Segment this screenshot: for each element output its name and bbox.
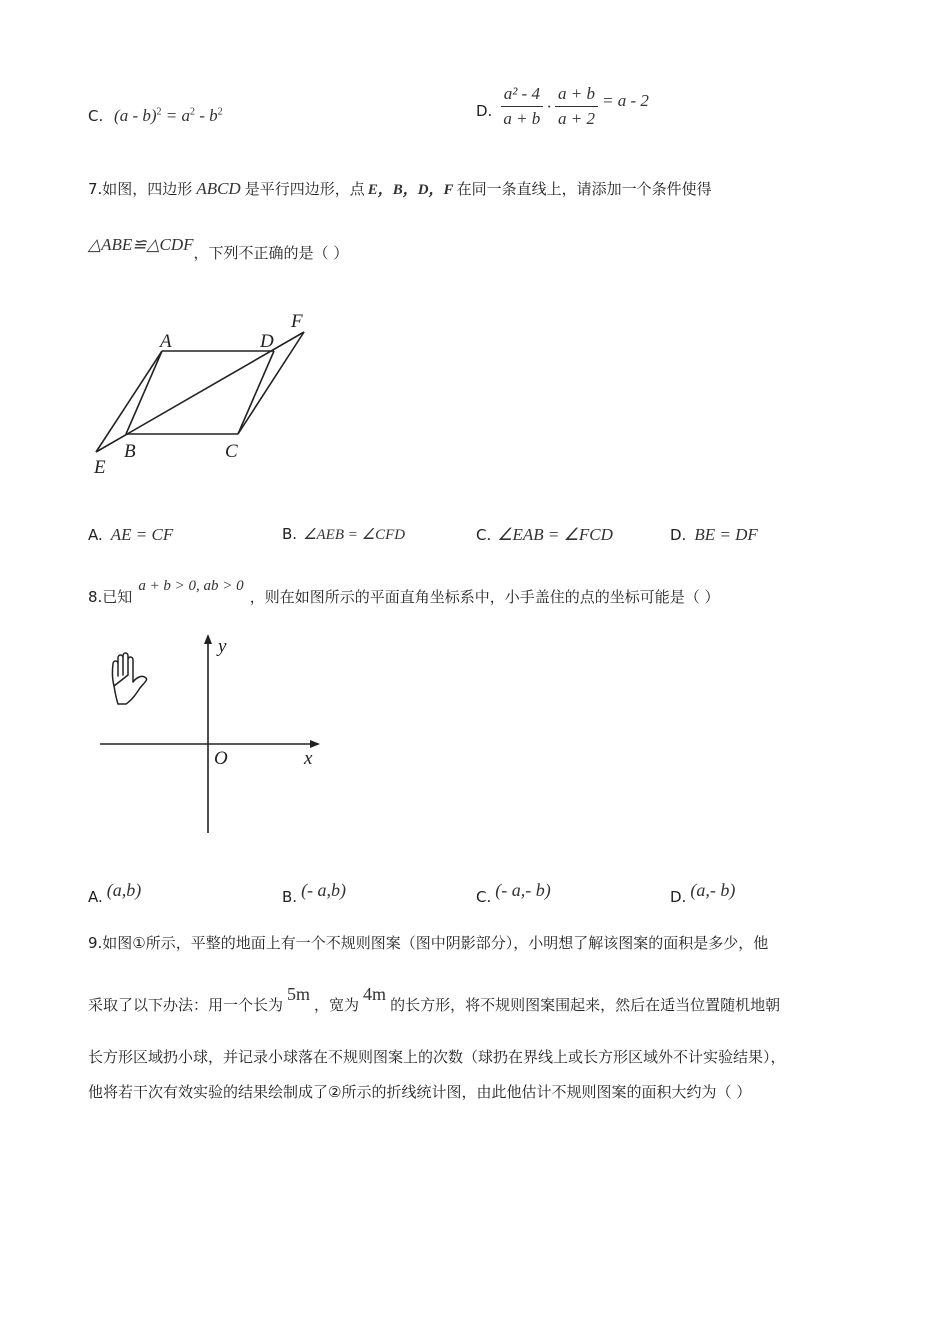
q6-option-d-fraction-2: $\frac{a + b}{a + 2}$ <box>555 84 598 129</box>
hand-icon <box>112 653 146 704</box>
y-axis-arrow <box>204 634 212 644</box>
q9-length: 5m <box>287 984 311 1004</box>
q6-option-d-label: D. <box>476 101 493 120</box>
q9-stem-line2: 采取了以下办法：用一个长为5m，宽为4m的长方形，将不规则图案围起来，然后在适当位置随机地朝 <box>88 984 781 1014</box>
q7-option-a: A. AE = CF <box>88 525 174 544</box>
q7-option-c: C. ∠EAB = ∠FCD <box>476 525 613 544</box>
q6-option-d-fraction-1: $\frac{\text{a² - 4}}{a + b}$ <box>500 84 543 129</box>
q7-option-d: D. BE = DF <box>670 525 758 544</box>
q7-stem-line2: △ABE≌△CDF，下列不正确的是（ ） <box>88 235 349 262</box>
q9-width: 4m <box>363 984 387 1004</box>
q8-stem: 8.已知a + b > 0, ab > 0，则在如图所示的平面直角坐标系中，小手盖住的点的坐标可能是（ ） <box>88 578 720 606</box>
q8-option-b: B. (- a,b) <box>282 880 347 906</box>
q9-stem-line3: 长方形区域扔小球，并记录小球落在不规则图案上的次数（球扔在界线上或长方形区域外不计实验结果）， <box>88 1048 786 1066</box>
origin-label: O <box>214 748 228 769</box>
label-b: B <box>124 441 136 462</box>
segment-ae <box>96 351 162 452</box>
q6-option-c-label: C. <box>88 107 104 125</box>
q6-option-c <box>88 106 223 126</box>
q7-option-b: B. ∠AEB = ∠CFD <box>282 525 406 543</box>
q8-option-c: C. (- a,- b) <box>476 880 551 906</box>
q6-option-d-rhs: = a - 2 <box>601 90 649 110</box>
q7-congruence: △ABE≌△CDF <box>88 235 194 254</box>
q9-stem-line1: 9.如图①所示，平整的地面上有一个不规则图案（图中阴影部分），小明想了解该图案的面积是多少，他 <box>88 934 769 952</box>
q7-parallelogram-figure <box>88 305 328 485</box>
x-axis-arrow <box>310 740 320 748</box>
x-axis-label: x <box>304 748 313 769</box>
q8-option-d: D. (a,- b) <box>670 880 736 906</box>
label-a: A <box>160 331 172 352</box>
q6-option-c-expr: $(a - b)^2 = a^2 - b^2$ <box>114 106 223 125</box>
q8-option-a: A. (a,b) <box>88 880 142 906</box>
q6-option-d-dot: · <box>546 96 552 116</box>
label-f: F <box>291 311 303 332</box>
q8-condition: a + b > 0, ab > 0 <box>138 578 244 594</box>
segment-dc <box>238 351 274 434</box>
q7-stem-line1: 7.如图，四边形 ABCD 是平行四边形，点 E，B，D，F 在同一条直线上，请添加一个条件使得 <box>88 179 712 198</box>
q9-stem-line4: 他将若干次有效实验的结果绘制成了②所示的折线统计图，由此他估计不规则图案的面积大约为（ ） <box>88 1083 752 1101</box>
q6-option-d <box>476 84 649 129</box>
label-e: E <box>94 457 106 478</box>
label-c: C <box>225 441 238 462</box>
y-axis-label: y <box>218 636 227 657</box>
q8-coordinate-figure <box>96 630 336 840</box>
q7-points: E，B，D，F <box>367 182 454 198</box>
q7-quad-name: ABCD <box>196 179 241 198</box>
segment-ab <box>126 351 162 434</box>
label-d: D <box>260 331 274 352</box>
